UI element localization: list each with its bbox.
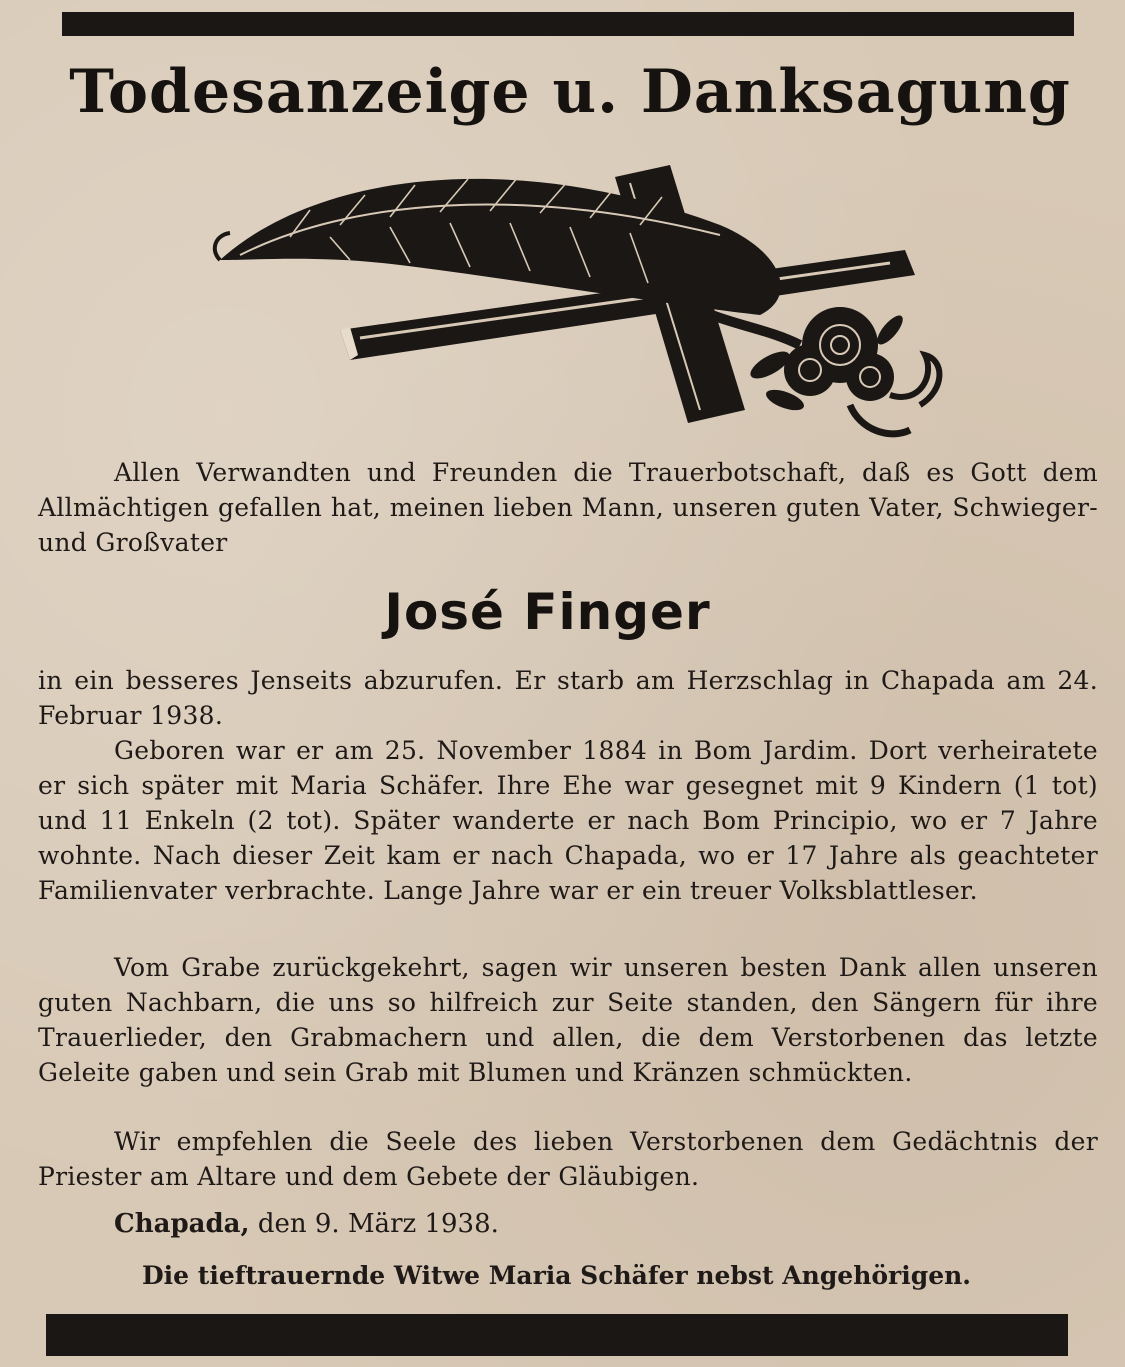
- bottom-border-rule: [46, 1314, 1068, 1356]
- signature-line: Die tieftrauernde Witwe Maria Schäfer nebst Angehörigen.: [141, 1261, 971, 1290]
- notice-title: Todesanzeige u. Danksagung: [69, 57, 1071, 127]
- paragraph-death: in ein besseres Jenseits abzurufen. Er starb am Herzschlag in Chapada am 24. Februar 1938.: [38, 666, 1098, 730]
- notice-date: den 9. März 1938.: [257, 1209, 499, 1239]
- top-border-rule: [62, 12, 1074, 36]
- roses-icon: [746, 307, 939, 434]
- paragraph-biography: Geboren war er am 25. November 1884 in Bom Jardim. Dort verheiratete er sich später mit Maria Schäfer. Ihre Ehe war gesegnet mit 9 Kindern (1 tot) und 11 Enkeln (2 tot). Später wanderte er nach Bom Principio, wo er 7 Jahre wohnte. Nach dieser Zeit kam er nach Chapada, wo er 17 Jahre als geachteter Familienvater verbrachte. Lange Jahre war er ein treuer Volksblattleser.: [38, 736, 1098, 905]
- cross-with-palm-and-roses-icon: [200, 155, 960, 455]
- paragraph-prayer: Wir empfehlen die Seele des lieben Verstorbenen dem Gedächtnis der Priester am Altare und dem Gebete der Gläubigen.: [38, 1127, 1098, 1191]
- deceased-name: José Finger: [384, 583, 711, 641]
- paragraph-thanks: Vom Grabe zurückgekehrt, sagen wir unseren besten Dank allen unseren guten Nachbarn, die uns so hilfreich zur Seite standen, den Sängern für ihre Trauerlieder, den Grabmachern und allen, die dem Verstorbenen das letzte Geleite gaben und sein Grab mit Blumen und Kränzen schmückten.: [38, 953, 1098, 1087]
- place-name: Chapada,: [114, 1209, 250, 1239]
- place-and-date: [114, 1206, 499, 1242]
- intro-paragraph: Allen Verwandten und Freunden die Trauerbotschaft, daß es Gott dem Allmächtigen gefallen hat, meinen lieben Mann, unseren guten Vater, Schwieger- und Großvater: [38, 458, 1098, 557]
